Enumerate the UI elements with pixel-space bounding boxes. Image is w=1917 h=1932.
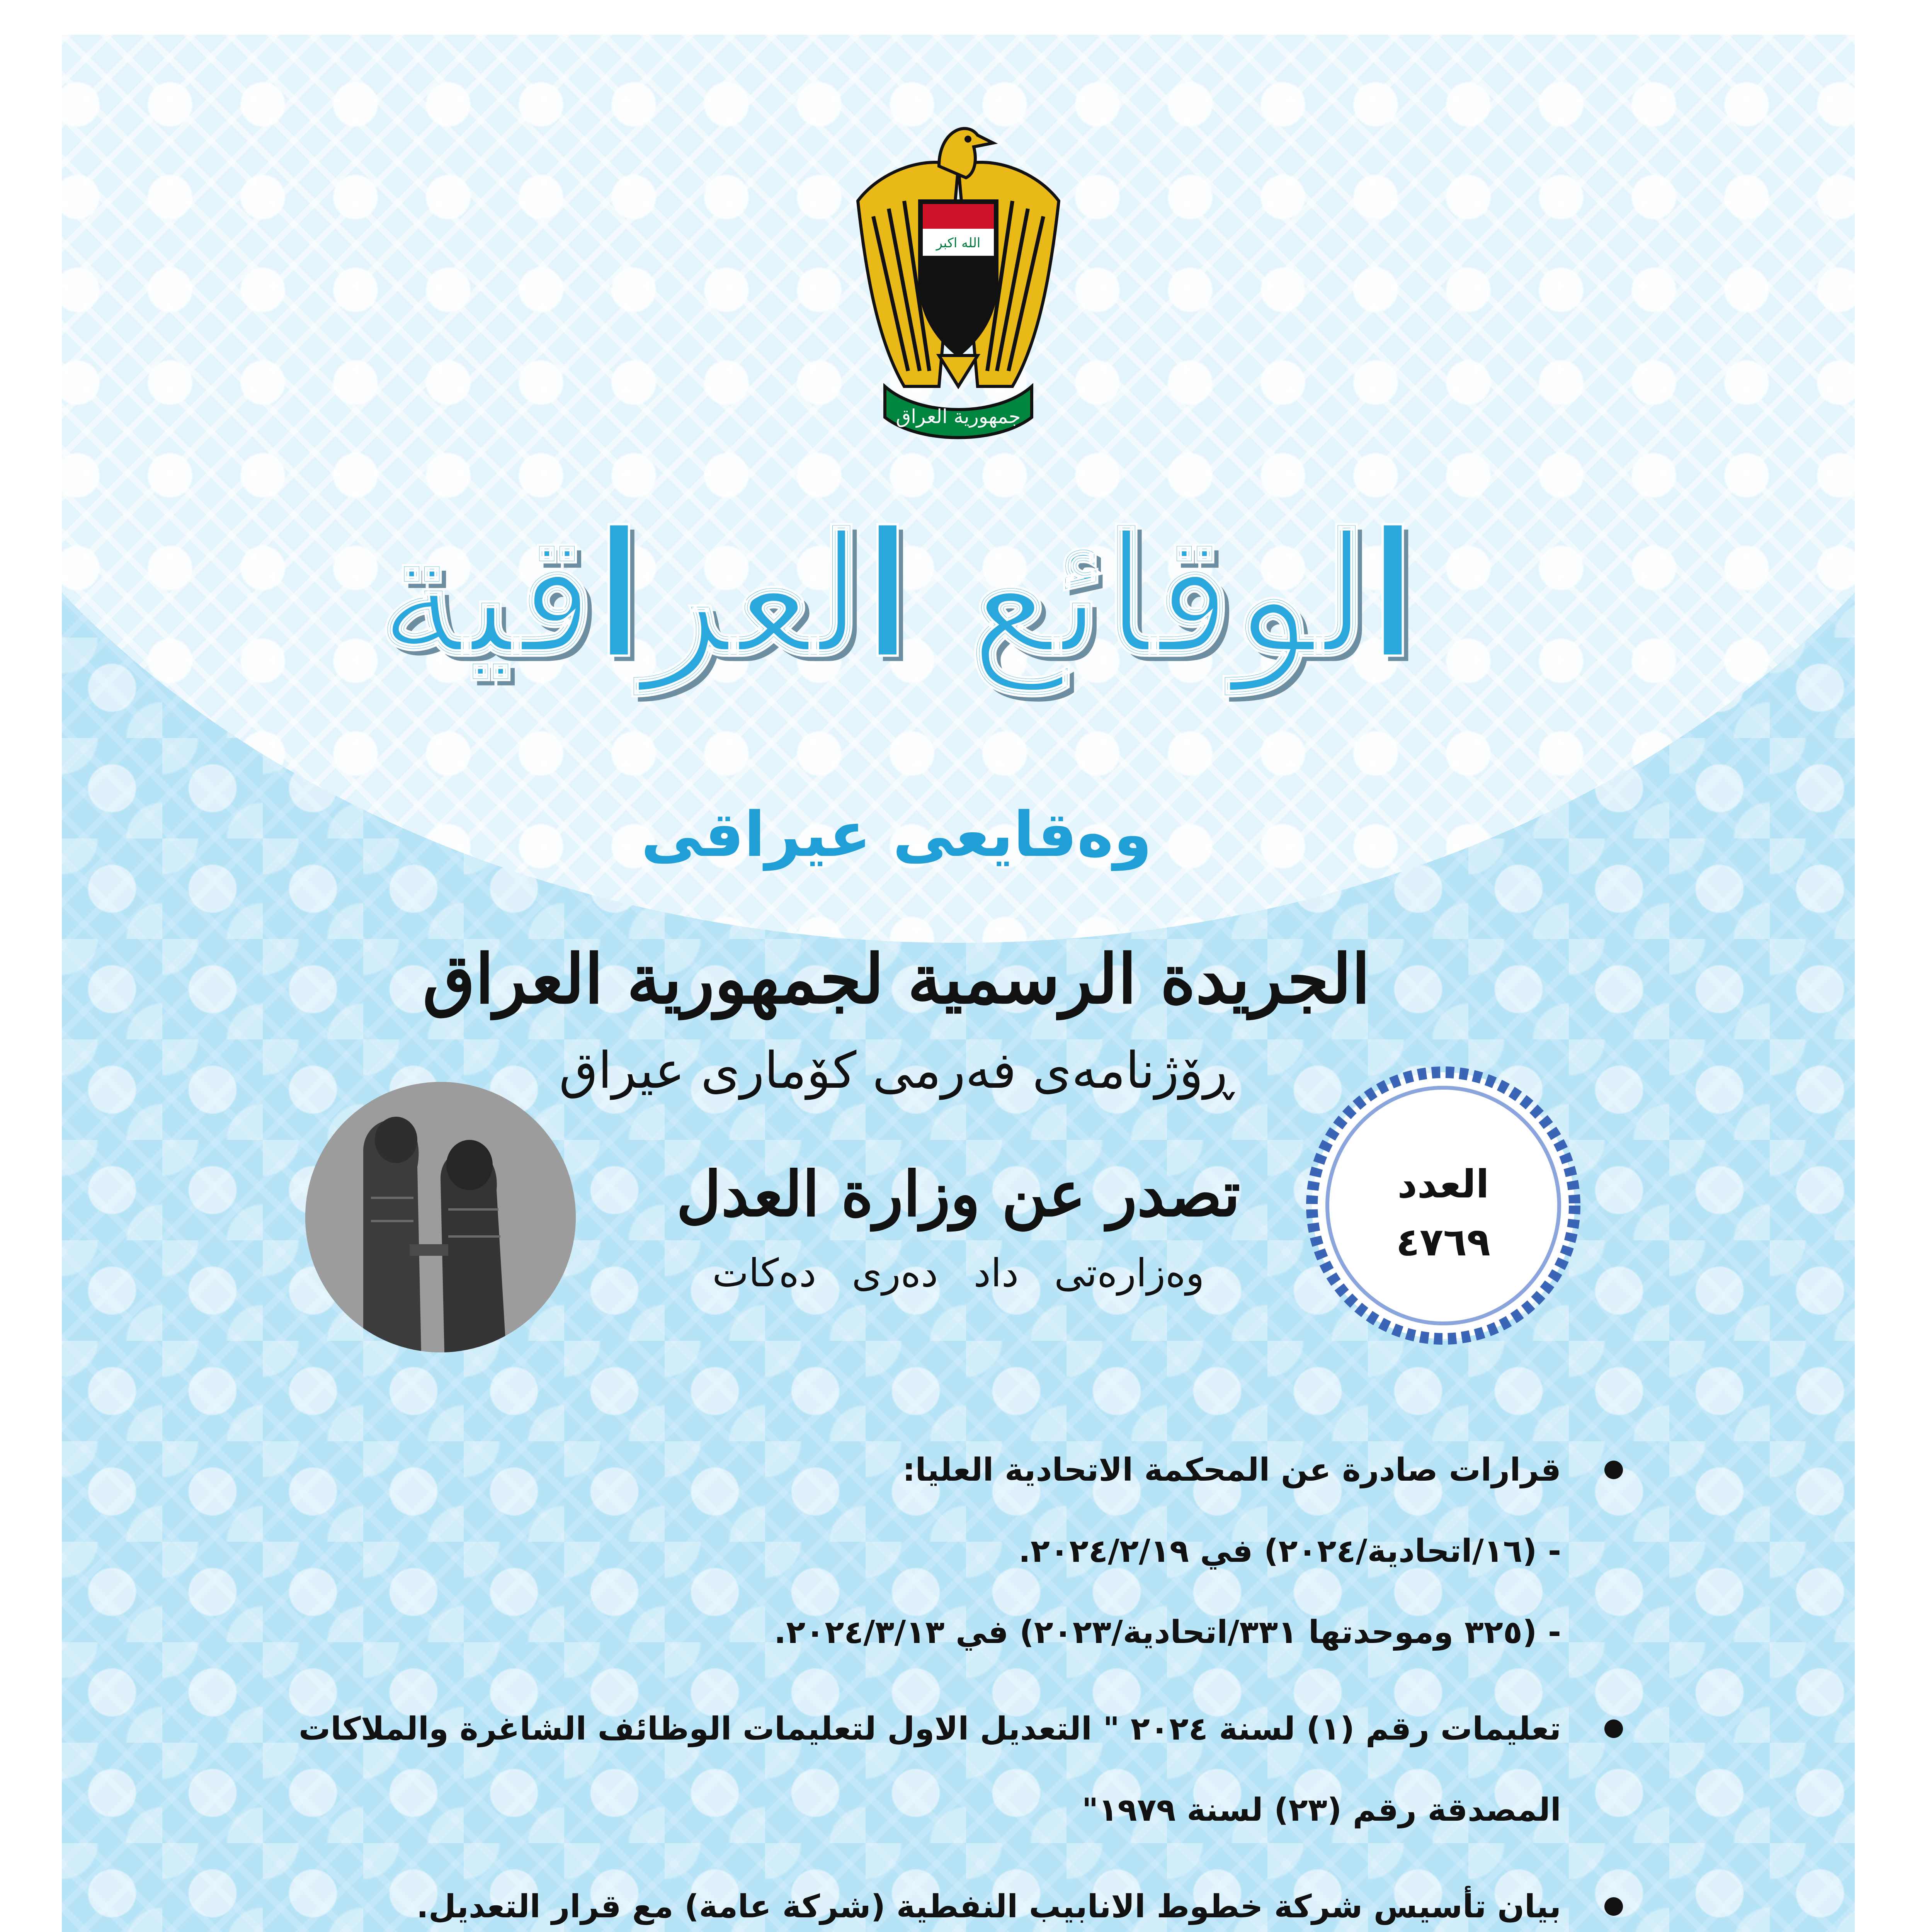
masthead-kurdish-title: وەقایعی عیراقی: [641, 798, 1152, 871]
list-item: [232, 1689, 1623, 1851]
bullet-icon: [1604, 1719, 1623, 1738]
emblem-caption: جمهورية العراق: [896, 405, 1021, 428]
list-item-line: بيان تأسيس شركة خطوط الانابيب النفطية (شركة عامة) مع قرار التعديل.: [416, 1888, 1561, 1925]
eagle-emblem-icon: [850, 108, 1067, 448]
list-item-line: - (١٦/اتحادية/٢٠٢٤) في ٢٠٢٤/٢/١٩.: [1018, 1533, 1561, 1570]
ministry-arabic: تصدر عن وزارة العدل: [676, 1158, 1240, 1230]
contents-list: [232, 1430, 1623, 1932]
bullet-icon: [1604, 1897, 1623, 1916]
list-item: [232, 1866, 1623, 1932]
ministry-kurdish: وەزارەتی داد دەری دەكات: [712, 1250, 1204, 1296]
gazette-title-kurdish: ڕۆژنامەی فەرمی كۆماری عیراق: [559, 1041, 1234, 1100]
issue-number: ٤٧٦٩: [1396, 1219, 1491, 1265]
issue-label: العدد: [1397, 1162, 1489, 1207]
list-item: [232, 1430, 1623, 1673]
list-item-line: المصدقة رقم (٢٣) لسنة ١٩٧٩": [1082, 1792, 1561, 1828]
bullet-icon: [1604, 1461, 1623, 1479]
hammurabi-stele-image: [305, 1082, 576, 1352]
list-item-line: تعليمات رقم (١) لسنة ٢٠٢٤ " التعديل الاول لتعليمات الوظائف الشاغرة والملاكات: [298, 1711, 1561, 1747]
list-item-line: - (٣٢٥ وموحدتها ٣٣١/اتحادية/٢٠٢٣) في ٢٠٢٤/٣/١٣.: [774, 1614, 1561, 1651]
list-item-line: قرارات صادرة عن المحكمة الاتحادية العليا:: [902, 1452, 1561, 1488]
masthead-title: الوقائع العراقية: [377, 497, 1416, 692]
emblem-flag-text: الله اكبر: [936, 235, 981, 251]
gazette-title-arabic: الجريدة الرسمية لجمهورية العراق: [422, 940, 1371, 1019]
